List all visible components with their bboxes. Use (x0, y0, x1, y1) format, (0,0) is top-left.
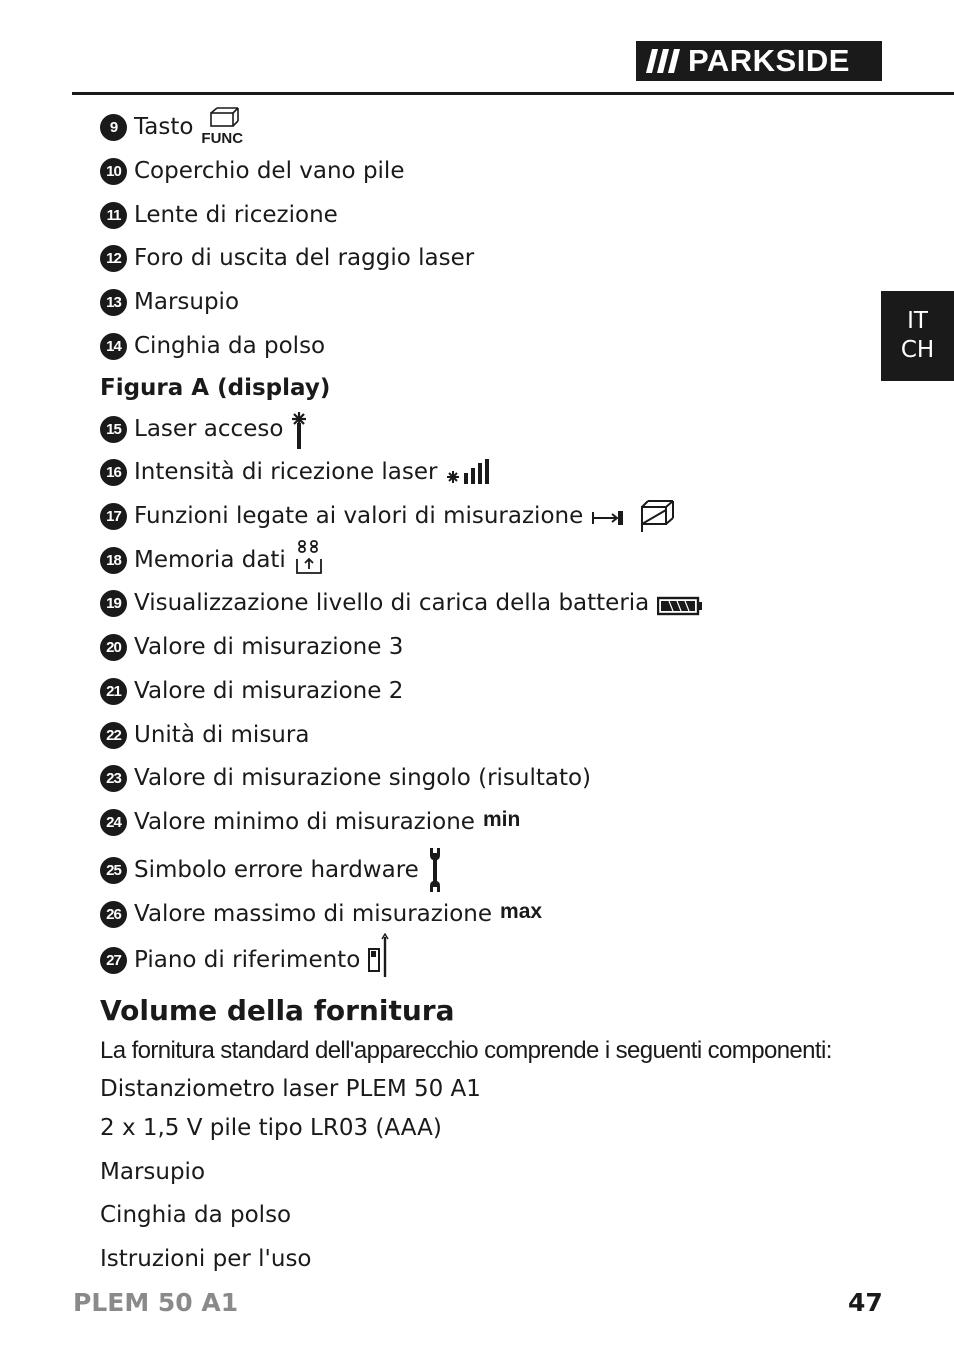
item-label: Valore di misurazione 3 (134, 634, 404, 660)
item-number: 19 (100, 590, 127, 617)
item-label: Coperchio del vano pile (134, 158, 405, 184)
item-number: 20 (100, 634, 127, 661)
footer-model: PLEM 50 A1 (73, 1288, 239, 1317)
language-code: IT (907, 308, 928, 334)
data-memory-icon (294, 539, 324, 577)
item-label: Foro di uscita del raggio laser (134, 245, 475, 271)
item-number: 27 (100, 947, 127, 974)
header-rule (72, 92, 954, 95)
list-item: 2 x 1,5 V pile tipo LR03 (AAA) (100, 1115, 442, 1141)
brand-name: PARKSIDE (688, 43, 850, 78)
item-label: Simbolo errore hardware (134, 857, 419, 883)
list-item (100, 287, 239, 317)
parkside-logo (636, 41, 882, 81)
item-number: 18 (100, 547, 127, 574)
reference-plane-icon (368, 933, 390, 979)
section-intro: La fornitura standard dell'apparecchio comprende i seguenti componenti: (100, 1037, 832, 1064)
item-number: 16 (100, 459, 127, 486)
item-label: Valore di misurazione singolo (risultato) (134, 765, 592, 791)
max-symbol: max (500, 900, 543, 923)
item-label: Intensità di ricezione laser (134, 459, 438, 485)
func-key-label: FUNC (201, 130, 244, 147)
item-label: Tasto (134, 114, 194, 140)
figure-heading: Figura A (display) (100, 375, 331, 401)
list-item: Istruzioni per l'uso (100, 1246, 312, 1272)
item-number: 9 (100, 114, 127, 141)
item-number: 15 (100, 416, 127, 443)
item-label: Valore di misurazione 2 (134, 678, 404, 704)
list-item (100, 945, 390, 975)
logo-stripes-icon (644, 45, 684, 77)
list-item: Cinghia da polso (100, 1202, 292, 1228)
item-number: 22 (100, 722, 127, 749)
item-label: Memoria dati (134, 547, 286, 573)
list-item (100, 112, 247, 147)
item-label: Unità di misura (134, 722, 310, 748)
page-number: 47 (848, 1288, 883, 1317)
country-codes: CH (900, 337, 935, 363)
item-label: Visualizzazione livello di carica della batteria (134, 590, 650, 616)
item-number: 13 (100, 289, 127, 316)
list-item (100, 156, 404, 186)
battery-icon (657, 596, 703, 616)
list-item (100, 855, 443, 885)
item-label: Funzioni legate ai valori di misurazione (134, 503, 584, 529)
language-tab (881, 291, 954, 381)
item-number: 24 (100, 809, 127, 836)
list-item (100, 243, 474, 273)
item-number: 17 (100, 503, 127, 530)
list-item (100, 676, 403, 706)
item-number: 23 (100, 765, 127, 792)
list-item (100, 414, 309, 444)
section-title: Volume della fornitura (100, 994, 455, 1027)
item-label: Valore minimo di misurazione (134, 809, 475, 835)
item-label: Valore massimo di misurazione (134, 901, 493, 927)
item-label: Marsupio (134, 289, 240, 315)
item-number: 14 (100, 333, 127, 360)
item-number: 11 (100, 202, 127, 229)
list-item (100, 899, 542, 929)
item-number: 12 (100, 245, 127, 272)
signal-strength-icon (446, 458, 492, 486)
list-item: Marsupio (100, 1159, 206, 1185)
list-item (100, 763, 591, 793)
list-item (100, 588, 703, 618)
list-item (100, 807, 520, 837)
item-label: Piano di riferimento (134, 947, 361, 973)
func-key-icon (201, 107, 247, 147)
item-label: Laser acceso (134, 416, 284, 442)
wrench-icon (427, 847, 443, 893)
laser-on-icon (289, 411, 309, 451)
item-number: 21 (100, 678, 127, 705)
list-item (100, 331, 325, 361)
list-item (100, 545, 324, 575)
item-label: Cinghia da polso (134, 333, 326, 359)
item-number: 25 (100, 857, 127, 884)
measure-functions-icon (591, 498, 681, 534)
list-item (100, 501, 681, 531)
item-number: 10 (100, 158, 127, 185)
list-item: Distanziometro laser PLEM 50 A1 (100, 1076, 481, 1102)
list-item (100, 720, 309, 750)
list-item (100, 632, 403, 662)
min-symbol: min (482, 808, 521, 831)
list-item (100, 200, 338, 230)
list-item (100, 457, 492, 487)
item-number: 26 (100, 901, 127, 928)
item-label: Lente di ricezione (134, 202, 338, 228)
